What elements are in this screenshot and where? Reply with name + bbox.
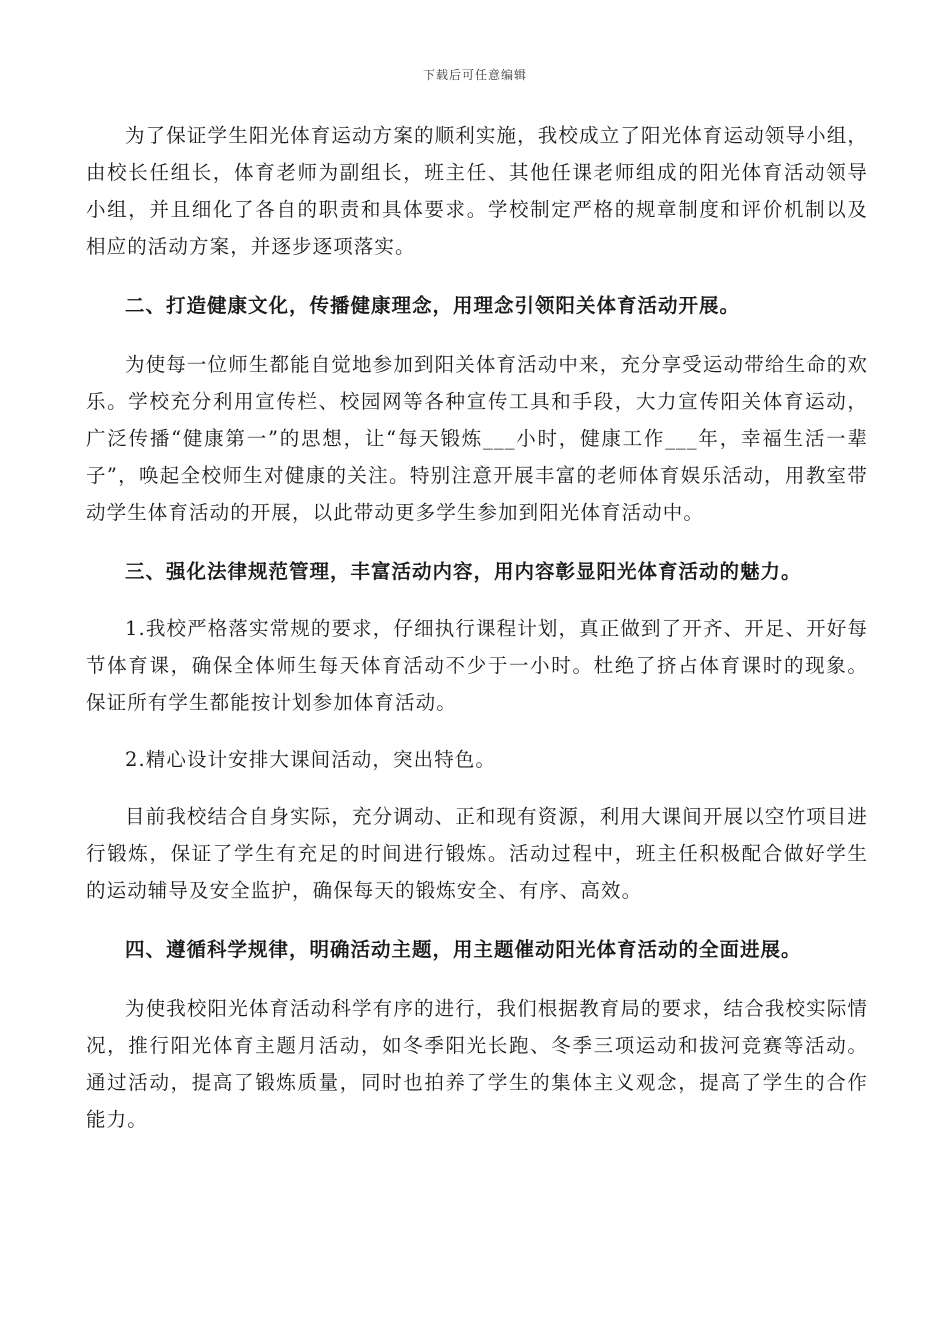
paragraph-item-1: 1.我校严格落实常规的要求，仔细执行课程计划，真正做到了开齐、开足、开好每节体育课，确保全体师生每天体育活动不少于一小时。杜绝了挤占体育课时的现象。保证所有学生都能按计划参加体育活动。: [86, 617, 868, 714]
section-heading-4: 四、遵循科学规律，明确活动主题，用主题催动阳光体育活动的全面进展。: [125, 938, 802, 961]
header-note: 下载后可任意编辑: [422, 68, 527, 82]
paragraph-health-culture: 为使每一位师生都能自觉地参加到阳关体育活动中来，充分享受运动带给生命的欢乐。学校充分利用宣传栏、校园网等各种宣传工具和手段，大力宣传阳关体育运动，广泛传播“健康第一”的思想，让“每天锻炼___小时，健康工作___年，幸福生活一辈子”，唤起全校师生对健康的关注。特别注意开展丰富的老师体育娱乐活动，用教室带动学生体育活动的开展，以此带动更多学生参加到阳光体育活动中。: [86, 353, 868, 524]
paragraph-leadership: 为了保证学生阳光体育运动方案的顺利实施，我校成立了阳光体育运动领导小组，由校长任组长，体育老师为副组长，班主任、其他任课老师组成的阳光体育活动领导小组，并且细化了各自的职责和具体要求。学校制定严格的规章制度和评价机制以及相应的活动方案，并逐步逐项落实。: [86, 124, 868, 258]
paragraph-item-2: 2.精心设计安排大课间活动，突出特色。: [125, 748, 497, 771]
section-heading-2: 二、打造健康文化，传播健康理念，用理念引领阳关体育活动开展。: [125, 294, 741, 317]
paragraph-recess-activity: 目前我校结合自身实际，充分调动、正和现有资源，利用大课间开展以空竹项目进行锻炼，保证了学生有充足的时间进行锻炼。活动过程中，班主任积极配合做好学生的运动辅导及安全监护，确保每天的锻炼安全、有序、高效。: [86, 805, 868, 902]
document-body: [86, 117, 868, 1138]
paragraph-theme-month: 为使我校阳光体育活动科学有序的进行，我们根据教育局的要求，结合我校实际情况，推行阳光体育主题月活动，如冬季阳光长跑、冬季三项运动和拔河竞赛等活动。通过活动，提高了锻炼质量，同时也拍养了学生的集体主义观念，提高了学生的合作能力。: [86, 997, 868, 1131]
section-heading-3: 三、强化法律规范管理，丰富活动内容，用内容彰显阳光体育活动的魅力。: [125, 560, 802, 583]
